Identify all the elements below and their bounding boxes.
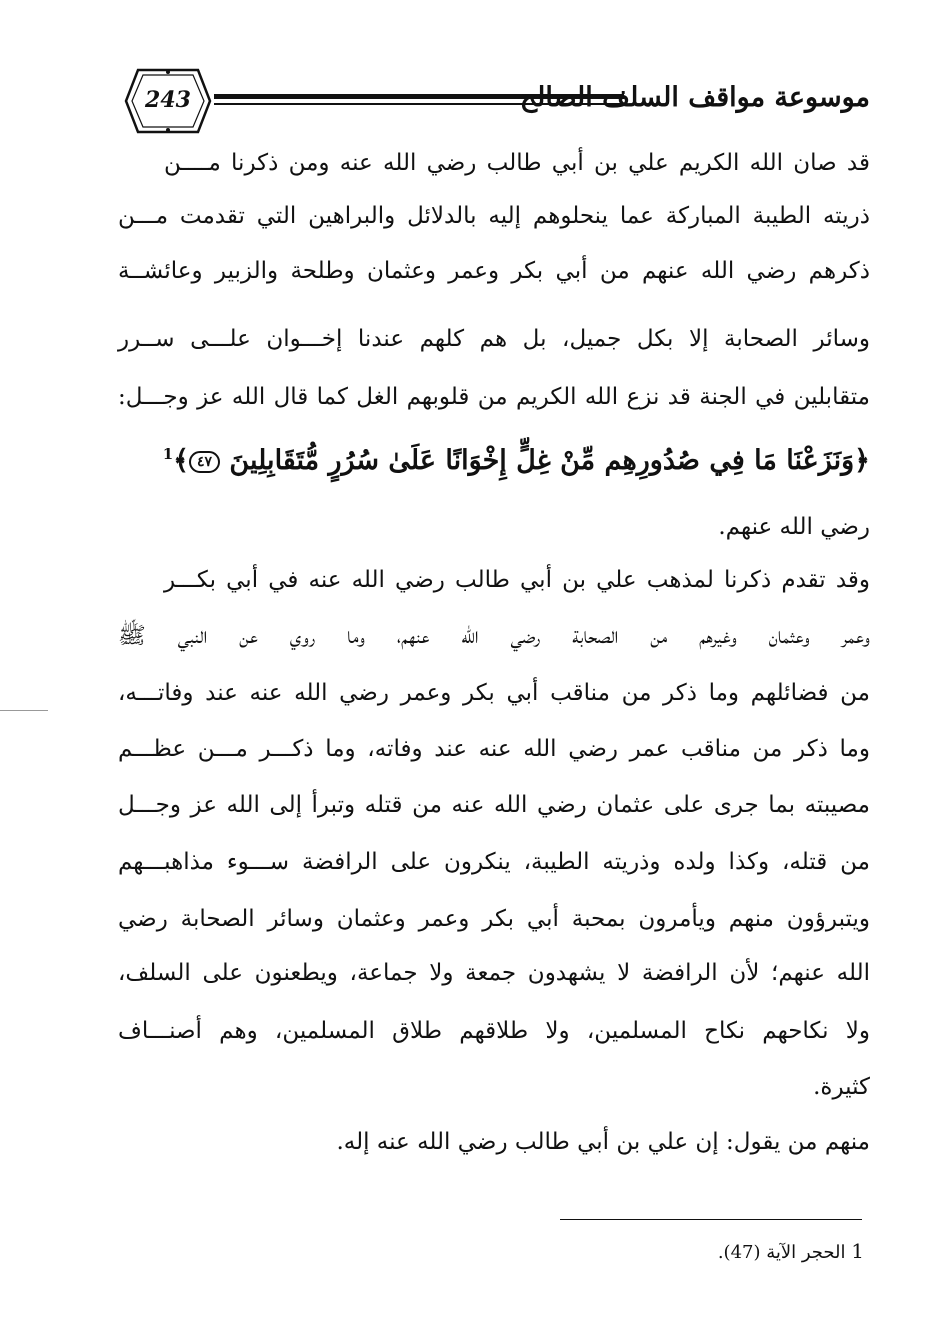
text-line: وسائر الصحابة إلا بكل جميل، بل هم كلهم عندنا إخـــوان علـــى ســرر — [118, 326, 870, 352]
text-line: كثيرة. — [813, 1074, 870, 1100]
verse-close: ﴾ — [173, 445, 189, 476]
text-line: متقابلين في الجنة قد نزع الله الكريم من قلوبهم الغل كما قال الله عز وجـــل: — [118, 384, 870, 410]
text-line: قد صان الله الكريم علي بن أبي طالب رضي الله عنه ومن ذكرنا مــــن — [164, 150, 870, 176]
text-line: مصيبته بما جرى على عثمان رضي الله عنه من قتله وتبرأ إلى الله عز وجـــل — [118, 792, 870, 818]
footnote-number: 1 — [851, 1239, 864, 1263]
text-line: ذكرهم رضي الله عنهم من أبي بكر وعمر وعثمان وطلحة والزبير وعائشــة — [118, 258, 870, 284]
footnote-ref: 1 — [162, 445, 174, 463]
text-line: من فضائلهم وما ذكر من مناقب أبي بكر وعمر رضي الله عنه عند وفاتـــه، — [118, 680, 870, 706]
footnote-divider — [560, 1219, 862, 1220]
ayah-number: ٤٧ — [189, 451, 220, 473]
footnote — [718, 1238, 864, 1266]
footnote-text: الحجر الآية (47). — [717, 1242, 846, 1263]
text-line: من قتله، وكذا ولده وذريته الطيبة، ينكرون على الرافضة ســـوء مذاهبـــهم — [118, 849, 870, 875]
page-number-badge — [124, 68, 212, 134]
text-line: منهم من يقول: إن علي بن أبي طالب رضي الله عنه إله. — [336, 1129, 870, 1155]
text-line: ويتبرؤون منهم ويأمرون بمحبة أبي بكر وعمر وعثمان وسائر الصحابة رضي — [118, 906, 870, 932]
text-line: وقد تقدم ذكرنا لمذهب علي بن أبي طالب رضي الله عنه في أبي بكـــر — [164, 567, 870, 593]
scan-margin-mark — [0, 710, 48, 711]
text-line: رضي الله عنهم. — [718, 514, 870, 540]
text-line: وعمر وعثمان وغيرهم من الصحابة رضي الله عنهم، وما روي عن النبي ﷺ — [118, 623, 870, 649]
page-header — [118, 68, 870, 138]
page-number: 243 — [145, 87, 191, 113]
text-line: الله عنهم؛ لأن الرافضة لا يشهدون جمعة ولا جماعة، ويطعنون على السلف، — [118, 960, 870, 986]
book-title: موسوعة مواقف السلف الصالح — [519, 82, 870, 113]
verse-text: ﴿وَنَزَعْنَا مَا فِي صُدُورِهِم مِّنْ غِلٍّ إِخْوَانًا عَلَىٰ سُرُرٍ مُّتَقَابِلِينَ — [229, 445, 870, 476]
quran-verse — [118, 434, 870, 481]
text-line: ولا نكاحهم نكاح المسلمين، ولا طلاقهم طلاق المسلمين، وهم أصنـــاف — [118, 1018, 870, 1044]
text-line: وما ذكر من مناقب عمر رضي الله عنه عند وفاته، وما ذكـــر مـــن عظـــم — [118, 736, 870, 762]
text-line: ذريته الطيبة المباركة عما ينحلوهم إليه بالدلائل والبراهين التي تقدمت مـــن — [118, 203, 870, 229]
